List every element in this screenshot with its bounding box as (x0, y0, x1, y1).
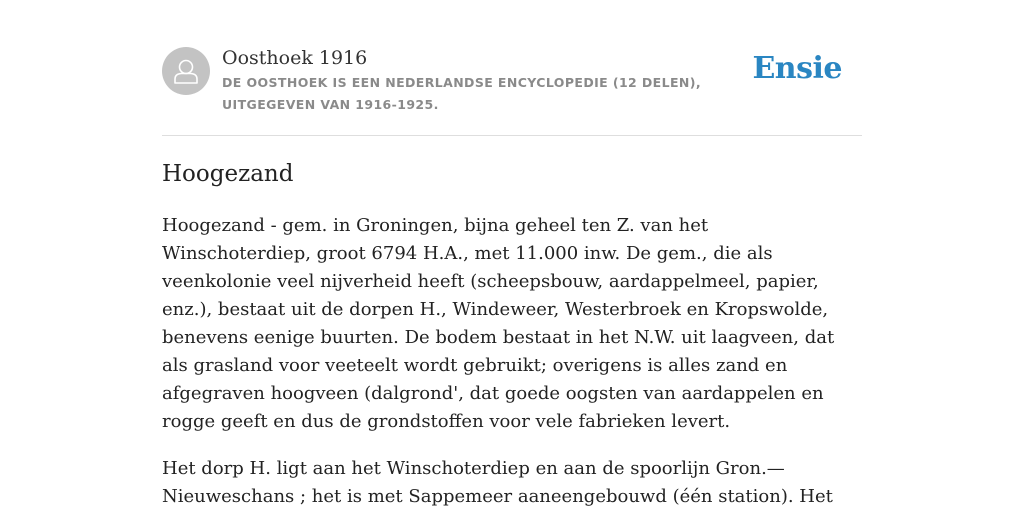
header-divider (162, 135, 862, 136)
page-container (162, 0, 862, 512)
article-title: Hoogezand (162, 161, 294, 187)
article-body (162, 212, 862, 512)
source-header (162, 46, 862, 118)
source-avatar[interactable] (162, 47, 210, 95)
ensie-logo[interactable]: Ensie (752, 51, 842, 86)
article-paragraph: Het dorp H. ligt aan het Winschoterdiep en aan de spoorlijn Gron.— Nieuweschans ; het is met Sappemeer aaneengebouwd (één station). Het (162, 458, 833, 507)
user-icon (162, 47, 210, 95)
source-title[interactable]: Oosthoek 1916 (222, 47, 368, 69)
article-paragraph: Hoogezand - gem. in Groningen, bijna geheel ten Z. van het Winschoterdiep, groot 6794 H.A., met 11.000 inw. De gem., die als veenkolonie veel nijverheid heeft (scheepsbouw, aardappelmeel, papier, enz.), bestaat uit de dorpen H., Windeweer, Westerbroek en Kropswolde, benevens eenige buurten. De bodem bestaat in het N.W. uit laagveen, dat als grasland voor veeteelt wordt gebruikt; overigens is alles zand en afgegraven hoogveen (dalgrond', dat goede oogsten van aardappelen en rogge geeft en dus de grondstoffen voor vele fabrieken levert. (162, 215, 835, 432)
source-description: DE OOSTHOEK IS EEN NEDERLANDSE ENCYCLOPEDIE (12 DELEN), UITGEGEVEN VAN 1916-1925. (222, 75, 702, 112)
